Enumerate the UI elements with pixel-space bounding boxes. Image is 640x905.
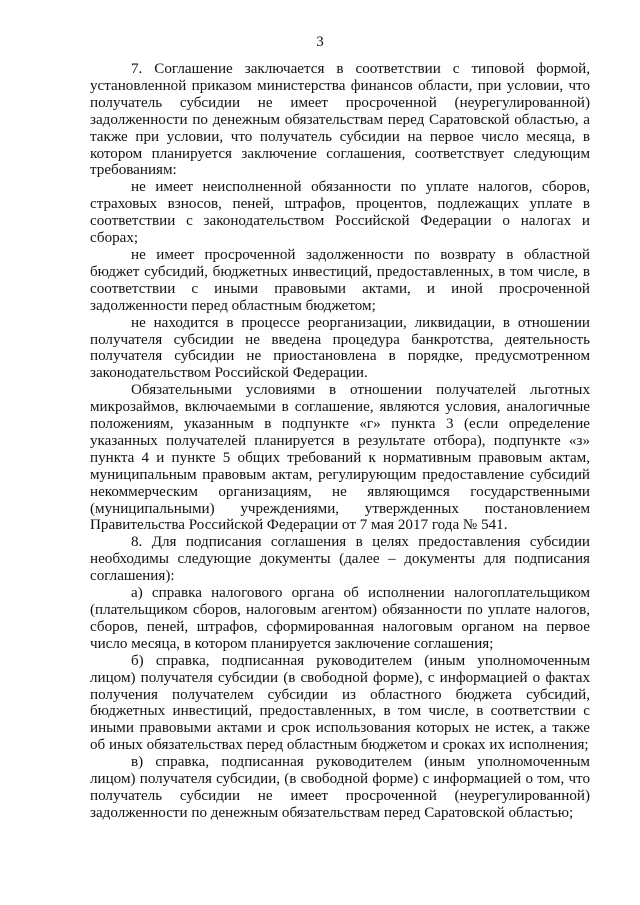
- paragraph-7-agreement: 7. Соглашение заключается в соответствии с типовой формой, установленной приказом министерства финансов области, при условии, что получатель субсидии не имеет просроченной (неурегулированной) задолженности по денежным обязательствам перед Саратовской областью, а также при условии, что получатель субсидии на первое число месяца, в котором планируется заключение соглашения, соответствует следующим требованиям:: [90, 61, 590, 179]
- paragraph-no-overdue-debt: не имеет просроченной задолженности по возврату в областной бюджет субсидий, бюджетных инвестиций, предоставленных, в том числе, в соответствии с иными правовыми актами, и иной просроченной задолженности перед областным бюджетом;: [90, 246, 590, 314]
- page-number: 3: [316, 34, 324, 50]
- document-body: [90, 61, 590, 822]
- paragraph-no-tax-debt: не имеет неисполненной обязанности по уплате налогов, сборов, страховых взносов, пеней, штрафов, процентов, подлежащих уплате в соответствии с законодательством Российской Федерации о налогах и сборах;: [90, 179, 590, 247]
- paragraph-item-v: в) справка, подписанная руководителем (иным уполномоченным лицом) получателя субсидии, (в свободной форме) с информацией о том, что получатель субсидии не имеет просроченной (неурегулированной) задолженности по денежным обязательствам перед Саратовской областью;: [90, 754, 590, 821]
- paragraph-item-a: а) справка налогового органа об исполнении налогоплательщиком (плательщиком сборов, налоговым агентом) обязанности по уплате налогов, сборов, пеней, штрафов, сформированная налоговым органом на первое число месяца, в котором планируется заключение соглашения;: [90, 585, 590, 652]
- paragraph-microloan-conditions: Обязательными условиями в отношении получателей льготных микрозаймов, включаемыми в соглашение, являются условия, аналогичные положениям, указанным в подпункте «г» пункта 3 (если определение указанных получателей планируется в результате отбора), подпункте «з» пункта 4 и пункте 5 общих требований к нормативным правовым актам, муниципальным правовым актам, регулирующим предоставление субсидий некоммерческим организациям, не являющимся государственными (муниципальными) учреждениями, утвержденных постановлением Правительства Российской Федерации от 7 мая 2017 года № 541.: [90, 382, 590, 534]
- paragraph-8-documents: 8. Для подписания соглашения в целях предоставления субсидии необходимы следующие документы (далее – документы для подписания соглашения):: [90, 534, 590, 585]
- paragraph-item-b: б) справка, подписанная руководителем (иным уполномоченным лицом) получателя субсидии (в свободной форме), с информацией о фактах получения получателем субсидии из областного бюджета субсидий, бюджетных инвестиций, предоставленных, в том числе, в соответствии с иными правовыми актами и срок использования которых не истек, а также об иных обязательствах перед областным бюджетом и сроках их исполнения;: [90, 652, 590, 754]
- paragraph-no-reorganization: не находится в процессе реорганизации, ликвидации, в отношении получателя субсидии не введена процедура банкротства, деятельность получателя субсидии не приостановлена в порядке, предусмотренном законодательством Российской Федерации.: [90, 314, 590, 382]
